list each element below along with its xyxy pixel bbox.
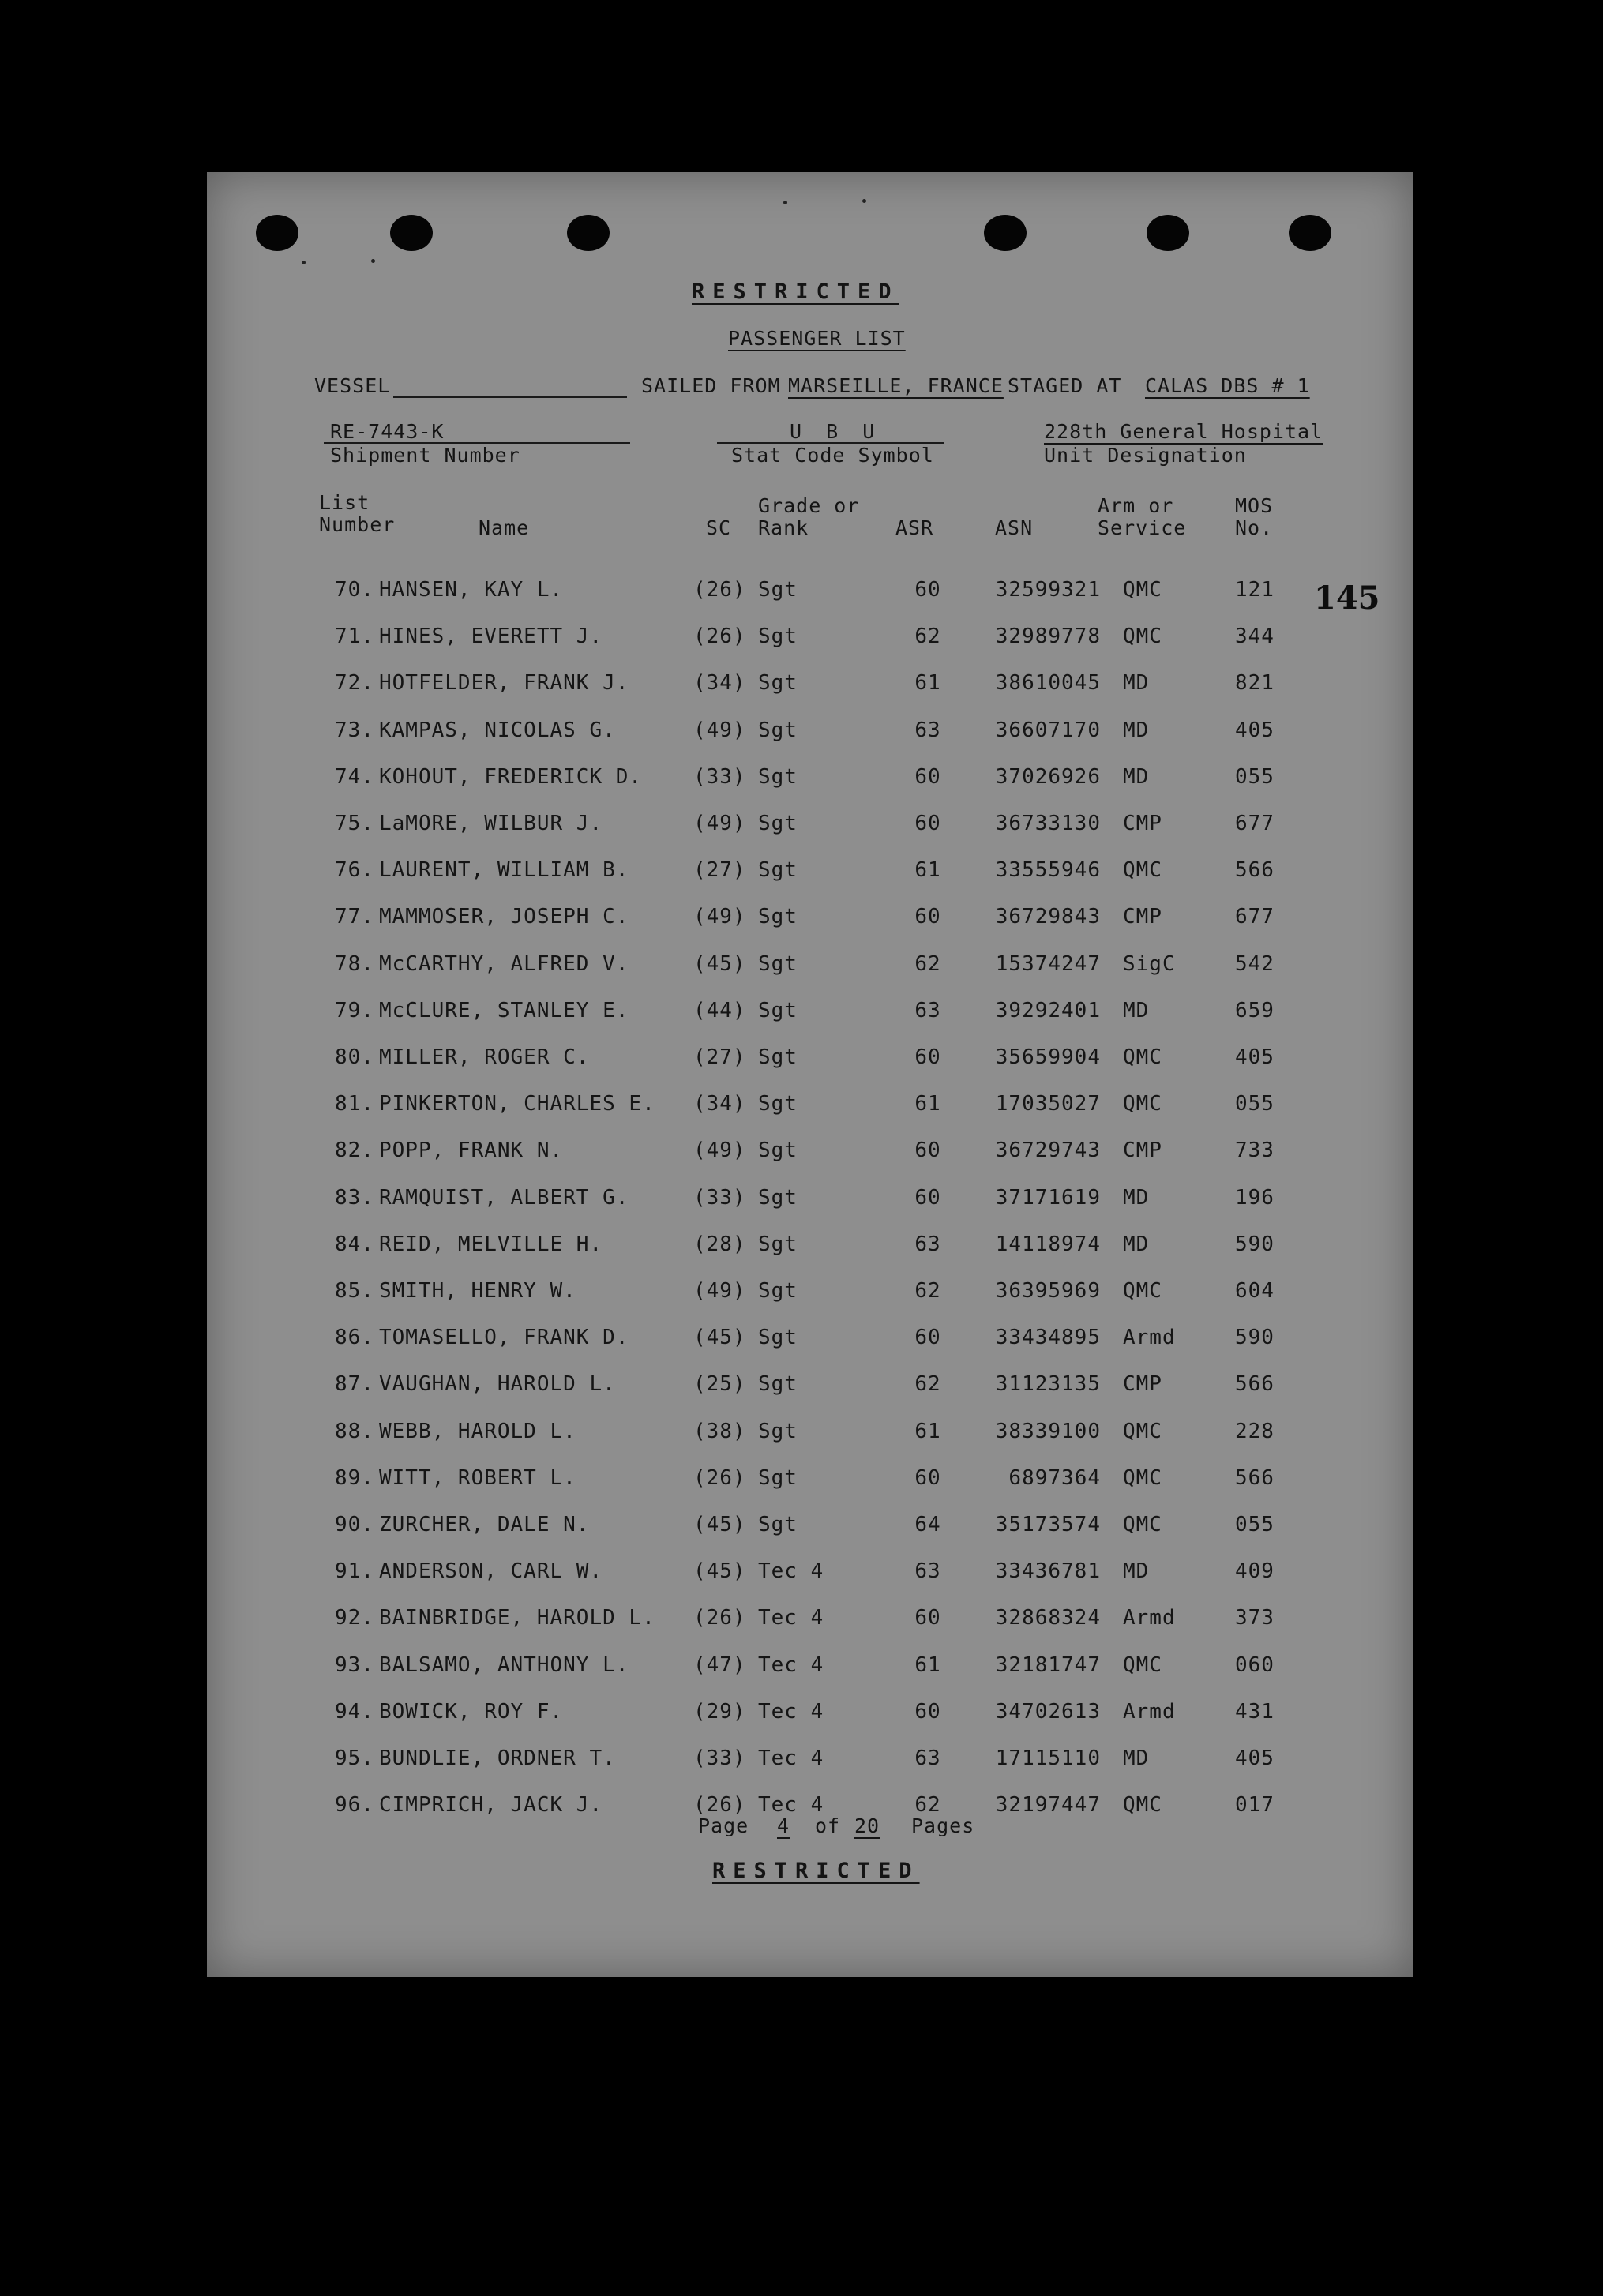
grade-rank: Sgt: [758, 1279, 798, 1303]
asr-score: 61: [914, 1653, 941, 1677]
arm-service: MD: [1123, 765, 1150, 789]
grade-rank: Sgt: [758, 1232, 798, 1256]
sc-code: (33): [693, 1746, 746, 1770]
passenger-name: LAURENT, WILLIAM B.: [379, 858, 629, 882]
asr-score: 64: [914, 1513, 941, 1536]
sc-code: (29): [693, 1700, 746, 1724]
sc-code: (38): [693, 1420, 746, 1443]
list-number: 93.: [335, 1653, 374, 1677]
sc-code: (47): [693, 1653, 746, 1677]
list-number: 70.: [335, 578, 374, 602]
grade-rank: Tec 4: [758, 1606, 824, 1630]
table-row: [207, 1045, 1413, 1077]
asr-score: 62: [914, 1372, 941, 1396]
list-number: 80.: [335, 1045, 374, 1069]
arm-service: QMC: [1123, 578, 1162, 602]
asn-number: 32989778: [995, 625, 1101, 648]
table-row: [207, 1092, 1413, 1124]
mos-number: 659: [1235, 999, 1275, 1022]
grade-rank: Sgt: [758, 1513, 798, 1536]
asr-score: 60: [914, 1466, 941, 1490]
arm-service: QMC: [1123, 1653, 1162, 1677]
asn-number: 32197447: [995, 1793, 1101, 1817]
col-grade-line1: Grade or: [758, 494, 860, 517]
mos-number: 431: [1235, 1700, 1275, 1724]
passenger-name: WEBB, HAROLD L.: [379, 1420, 576, 1443]
document-title: PASSENGER LIST: [728, 327, 906, 350]
grade-rank: Sgt: [758, 625, 798, 648]
table-row: [207, 1326, 1413, 1357]
staged-at-value: CALAS DBS # 1: [1145, 374, 1310, 397]
passenger-name: HOTFELDER, FRANK J.: [379, 671, 629, 695]
asr-score: 63: [914, 1746, 941, 1770]
list-number: 86.: [335, 1326, 374, 1349]
speck: [302, 261, 306, 264]
stat-code-value: U B U: [790, 420, 881, 443]
grade-rank: Sgt: [758, 1372, 798, 1396]
grade-rank: Tec 4: [758, 1559, 824, 1583]
asr-score: 60: [914, 578, 941, 602]
passenger-name: LaMORE, WILBUR J.: [379, 812, 603, 835]
asn-number: 39292401: [995, 999, 1101, 1022]
list-number: 71.: [335, 625, 374, 648]
mos-number: 055: [1235, 1513, 1275, 1536]
punch-hole: [1147, 215, 1189, 251]
asn-number: 38339100: [995, 1420, 1101, 1443]
asn-number: 31123135: [995, 1372, 1101, 1396]
table-row: [207, 1606, 1413, 1638]
grade-rank: Sgt: [758, 718, 798, 742]
list-number: 89.: [335, 1466, 374, 1490]
passenger-name: POPP, FRANK N.: [379, 1139, 564, 1162]
arm-service: Armd: [1123, 1606, 1176, 1630]
sc-code: (26): [693, 625, 746, 648]
table-row: [207, 952, 1413, 984]
passenger-name: BALSAMO, ANTHONY L.: [379, 1653, 629, 1677]
arm-service: CMP: [1123, 812, 1162, 835]
asn-number: 33436781: [995, 1559, 1101, 1583]
arm-service: CMP: [1123, 1372, 1162, 1396]
arm-service: MD: [1123, 999, 1150, 1022]
mos-number: 228: [1235, 1420, 1275, 1443]
mos-number: 566: [1235, 858, 1275, 882]
sc-code: (49): [693, 1139, 746, 1162]
list-number: 82.: [335, 1139, 374, 1162]
passenger-name: REID, MELVILLE H.: [379, 1232, 603, 1256]
arm-service: CMP: [1123, 1139, 1162, 1162]
table-row: [207, 1700, 1413, 1731]
asr-score: 63: [914, 1232, 941, 1256]
grade-rank: Sgt: [758, 1186, 798, 1210]
arm-service: CMP: [1123, 905, 1162, 929]
list-number: 85.: [335, 1279, 374, 1303]
page-total: 20: [854, 1814, 880, 1837]
asn-number: 32868324: [995, 1606, 1101, 1630]
grade-rank: Sgt: [758, 905, 798, 929]
staged-at-label: STAGED AT: [1008, 374, 1122, 397]
mos-number: 405: [1235, 1045, 1275, 1069]
asr-score: 61: [914, 858, 941, 882]
asr-score: 60: [914, 1606, 941, 1630]
col-name: Name: [479, 516, 530, 539]
asr-score: 60: [914, 812, 941, 835]
asr-score: 60: [914, 1045, 941, 1069]
list-number: 73.: [335, 718, 374, 742]
table-row: [207, 718, 1413, 750]
mos-number: 566: [1235, 1372, 1275, 1396]
asr-score: 62: [914, 1279, 941, 1303]
grade-rank: Sgt: [758, 1466, 798, 1490]
page-current: 4: [777, 1814, 790, 1837]
sc-code: (49): [693, 718, 746, 742]
list-number: 96.: [335, 1793, 374, 1817]
grade-rank: Tec 4: [758, 1653, 824, 1677]
mos-number: 055: [1235, 765, 1275, 789]
table-row: [207, 1420, 1413, 1451]
list-number: 77.: [335, 905, 374, 929]
list-number: 84.: [335, 1232, 374, 1256]
shipment-number-value: RE-7443-K: [330, 420, 445, 443]
asn-number: 34702613: [995, 1700, 1101, 1724]
document-page: [207, 172, 1413, 1977]
asr-score: 63: [914, 718, 941, 742]
sc-code: (27): [693, 858, 746, 882]
arm-service: MD: [1123, 718, 1150, 742]
col-asr: ASR: [895, 516, 934, 539]
table-row: [207, 1232, 1413, 1264]
passenger-name: BUNDLIE, ORDNER T.: [379, 1746, 616, 1770]
table-row: [207, 999, 1413, 1030]
asn-number: 36729843: [995, 905, 1101, 929]
asn-number: 38610045: [995, 671, 1101, 695]
passenger-name: MAMMOSER, JOSEPH C.: [379, 905, 629, 929]
arm-service: MD: [1123, 671, 1150, 695]
passenger-name: PINKERTON, CHARLES E.: [379, 1092, 655, 1116]
mos-number: 060: [1235, 1653, 1275, 1677]
sc-code: (49): [693, 905, 746, 929]
table-row: [207, 1653, 1413, 1685]
sc-code: (28): [693, 1232, 746, 1256]
sc-code: (44): [693, 999, 746, 1022]
table-row: [207, 1559, 1413, 1591]
asr-score: 62: [914, 952, 941, 976]
sc-code: (34): [693, 671, 746, 695]
asn-number: 32599321: [995, 578, 1101, 602]
passenger-name: ANDERSON, CARL W.: [379, 1559, 603, 1583]
passenger-name: BAINBRIDGE, HAROLD L.: [379, 1606, 655, 1630]
asr-score: 60: [914, 1186, 941, 1210]
grade-rank: Tec 4: [758, 1793, 824, 1817]
list-number: 72.: [335, 671, 374, 695]
sc-code: (27): [693, 1045, 746, 1069]
sc-code: (26): [693, 578, 746, 602]
grade-rank: Sgt: [758, 858, 798, 882]
passenger-name: RAMQUIST, ALBERT G.: [379, 1186, 629, 1210]
table-row: [207, 671, 1413, 703]
mos-number: 677: [1235, 905, 1275, 929]
mos-number: 542: [1235, 952, 1275, 976]
arm-service: MD: [1123, 1559, 1150, 1583]
speck: [862, 199, 866, 203]
mos-number: 196: [1235, 1186, 1275, 1210]
punch-hole: [1289, 215, 1331, 251]
sc-code: (25): [693, 1372, 746, 1396]
table-row: [207, 1186, 1413, 1217]
table-row: [207, 905, 1413, 936]
mos-number: 821: [1235, 671, 1275, 695]
passenger-name: SMITH, HENRY W.: [379, 1279, 576, 1303]
grade-rank: Tec 4: [758, 1700, 824, 1724]
table-row: [207, 1513, 1413, 1544]
list-number: 75.: [335, 812, 374, 835]
list-number: 76.: [335, 858, 374, 882]
restricted-heading-bottom: RESTRICTED: [712, 1859, 920, 1883]
list-number: 83.: [335, 1186, 374, 1210]
asn-number: 17115110: [995, 1746, 1101, 1770]
unit-designation-label: Unit Designation: [1044, 444, 1247, 467]
passenger-name: McCLURE, STANLEY E.: [379, 999, 629, 1022]
col-mos-line2: No.: [1235, 516, 1274, 539]
arm-service: MD: [1123, 1746, 1150, 1770]
asn-number: 17035027: [995, 1092, 1101, 1116]
asn-number: 14118974: [995, 1232, 1101, 1256]
asn-number: 33434895: [995, 1326, 1101, 1349]
passenger-name: HANSEN, KAY L.: [379, 578, 564, 602]
grade-rank: Sgt: [758, 952, 798, 976]
arm-service: Armd: [1123, 1700, 1176, 1724]
asr-score: 60: [914, 905, 941, 929]
grade-rank: Sgt: [758, 1139, 798, 1162]
asr-score: 61: [914, 1092, 941, 1116]
asn-number: 36607170: [995, 718, 1101, 742]
arm-service: QMC: [1123, 1279, 1162, 1303]
grade-rank: Sgt: [758, 765, 798, 789]
table-row: [207, 1279, 1413, 1311]
mos-number: 121: [1235, 578, 1275, 602]
arm-service: QMC: [1123, 858, 1162, 882]
arm-service: MD: [1123, 1186, 1150, 1210]
col-arm-line1: Arm or: [1098, 494, 1174, 517]
sc-code: (45): [693, 952, 746, 976]
mos-number: 405: [1235, 718, 1275, 742]
sc-code: (45): [693, 1326, 746, 1349]
mos-number: 344: [1235, 625, 1275, 648]
asn-number: 36395969: [995, 1279, 1101, 1303]
table-row: [207, 1793, 1413, 1825]
arm-service: QMC: [1123, 1466, 1162, 1490]
asn-number: 32181747: [995, 1653, 1101, 1677]
grade-rank: Tec 4: [758, 1746, 824, 1770]
col-mos-line1: MOS: [1235, 494, 1274, 517]
sc-code: (33): [693, 765, 746, 789]
asr-score: 61: [914, 671, 941, 695]
table-row: [207, 812, 1413, 843]
list-number: 87.: [335, 1372, 374, 1396]
mos-number: 590: [1235, 1232, 1275, 1256]
asn-number: 15374247: [995, 952, 1101, 976]
stat-code-label: Stat Code Symbol: [731, 444, 934, 467]
grade-rank: Sgt: [758, 1092, 798, 1116]
vessel-blank-line: [393, 396, 627, 398]
list-number: 91.: [335, 1559, 374, 1583]
sc-code: (26): [693, 1793, 746, 1817]
table-row: [207, 1372, 1413, 1404]
arm-service: QMC: [1123, 1420, 1162, 1443]
asr-score: 63: [914, 999, 941, 1022]
mos-number: 733: [1235, 1139, 1275, 1162]
grade-rank: Sgt: [758, 1326, 798, 1349]
list-number: 88.: [335, 1420, 374, 1443]
grade-rank: Sgt: [758, 1045, 798, 1069]
passenger-name: CIMPRICH, JACK J.: [379, 1793, 603, 1817]
sc-code: (49): [693, 812, 746, 835]
speck: [371, 259, 375, 263]
mos-number: 055: [1235, 1092, 1275, 1116]
unit-designation-value: 228th General Hospital: [1044, 420, 1323, 443]
asn-number: 6897364: [1008, 1466, 1101, 1490]
arm-service: SigC: [1123, 952, 1176, 976]
table-row: [207, 1746, 1413, 1778]
col-arm-line2: Service: [1098, 516, 1187, 539]
of-label: of: [815, 1814, 841, 1837]
asr-score: 62: [914, 1793, 941, 1817]
arm-service: QMC: [1123, 625, 1162, 648]
punch-hole: [984, 215, 1027, 251]
page-label: Page: [698, 1814, 749, 1837]
passenger-name: WITT, ROBERT L.: [379, 1466, 576, 1490]
sc-code: (45): [693, 1559, 746, 1583]
table-row: [207, 858, 1413, 890]
passenger-name: MILLER, ROGER C.: [379, 1045, 590, 1069]
passenger-name: BOWICK, ROY F.: [379, 1700, 564, 1724]
list-number: 94.: [335, 1700, 374, 1724]
asn-number: 37171619: [995, 1186, 1101, 1210]
table-row: [207, 578, 1413, 610]
speck: [783, 201, 787, 204]
arm-service: QMC: [1123, 1045, 1162, 1069]
page-stamp-number: 145: [1314, 580, 1380, 617]
asr-score: 63: [914, 1559, 941, 1583]
mos-number: 017: [1235, 1793, 1275, 1817]
asr-score: 60: [914, 1326, 941, 1349]
restricted-heading-top: RESTRICTED: [692, 279, 899, 304]
mos-number: 604: [1235, 1279, 1275, 1303]
grade-rank: Sgt: [758, 999, 798, 1022]
col-list-line2: Number: [319, 513, 396, 536]
asr-score: 62: [914, 625, 941, 648]
list-number: 74.: [335, 765, 374, 789]
punch-hole: [567, 215, 610, 251]
list-number: 90.: [335, 1513, 374, 1536]
arm-service: QMC: [1123, 1793, 1162, 1817]
sc-code: (34): [693, 1092, 746, 1116]
list-number: 92.: [335, 1606, 374, 1630]
asn-number: 33555946: [995, 858, 1101, 882]
arm-service: Armd: [1123, 1326, 1176, 1349]
passenger-name: KAMPAS, NICOLAS G.: [379, 718, 616, 742]
asn-number: 36733130: [995, 812, 1101, 835]
table-row: [207, 765, 1413, 797]
col-grade-line2: Rank: [758, 516, 809, 539]
mos-number: 409: [1235, 1559, 1275, 1583]
sailed-from-value: MARSEILLE, FRANCE: [788, 374, 1004, 397]
pages-label: Pages: [911, 1814, 975, 1837]
arm-service: QMC: [1123, 1513, 1162, 1536]
asr-score: 60: [914, 1139, 941, 1162]
table-row: [207, 1466, 1413, 1498]
col-list-line1: List: [319, 491, 370, 514]
grade-rank: Sgt: [758, 578, 798, 602]
mos-number: 677: [1235, 812, 1275, 835]
mos-number: 405: [1235, 1746, 1275, 1770]
asn-number: 37026926: [995, 765, 1101, 789]
table-row: [207, 625, 1413, 656]
passenger-name: KOHOUT, FREDERICK D.: [379, 765, 643, 789]
punch-hole: [256, 215, 298, 251]
mos-number: 590: [1235, 1326, 1275, 1349]
sc-code: (49): [693, 1279, 746, 1303]
sc-code: (26): [693, 1466, 746, 1490]
list-number: 95.: [335, 1746, 374, 1770]
mos-number: 566: [1235, 1466, 1275, 1490]
col-asn: ASN: [995, 516, 1034, 539]
asr-score: 61: [914, 1420, 941, 1443]
asr-score: 60: [914, 765, 941, 789]
asn-number: 35173574: [995, 1513, 1101, 1536]
passenger-name: VAUGHAN, HAROLD L.: [379, 1372, 616, 1396]
arm-service: MD: [1123, 1232, 1150, 1256]
grade-rank: Sgt: [758, 671, 798, 695]
list-number: 78.: [335, 952, 374, 976]
table-row: [207, 1139, 1413, 1170]
passenger-name: HINES, EVERETT J.: [379, 625, 603, 648]
passenger-name: McCARTHY, ALFRED V.: [379, 952, 629, 976]
asr-score: 60: [914, 1700, 941, 1724]
grade-rank: Sgt: [758, 1420, 798, 1443]
list-number: 81.: [335, 1092, 374, 1116]
sc-code: (45): [693, 1513, 746, 1536]
punch-hole: [390, 215, 433, 251]
mos-number: 373: [1235, 1606, 1275, 1630]
asn-number: 36729743: [995, 1139, 1101, 1162]
col-sc: SC: [706, 516, 732, 539]
passenger-name: TOMASELLO, FRANK D.: [379, 1326, 629, 1349]
asn-number: 35659904: [995, 1045, 1101, 1069]
grade-rank: Sgt: [758, 812, 798, 835]
passenger-name: ZURCHER, DALE N.: [379, 1513, 590, 1536]
vessel-label: VESSEL: [314, 374, 391, 397]
sc-code: (33): [693, 1186, 746, 1210]
arm-service: QMC: [1123, 1092, 1162, 1116]
list-number: 79.: [335, 999, 374, 1022]
shipment-number-label: Shipment Number: [330, 444, 520, 467]
sailed-from-label: SAILED FROM: [641, 374, 781, 397]
sc-code: (26): [693, 1606, 746, 1630]
